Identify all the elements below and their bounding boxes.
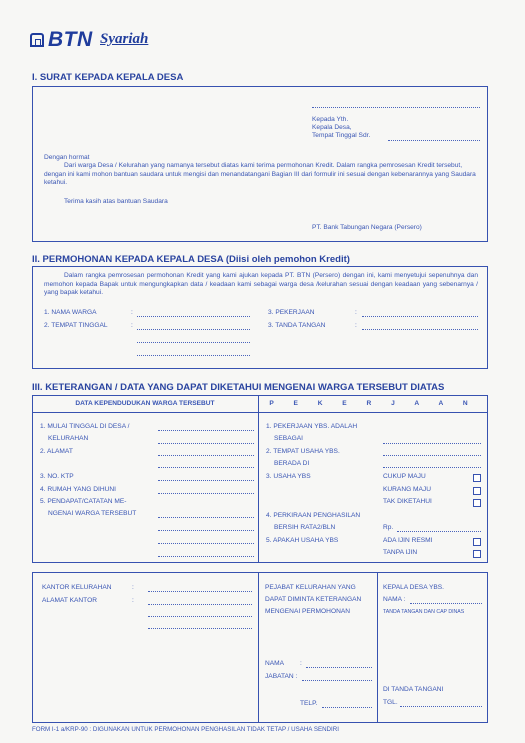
label-telp: TELP. xyxy=(300,700,318,707)
label-nama: NAMA xyxy=(265,660,285,667)
data-line[interactable] xyxy=(158,455,254,456)
right-item-rp: Rp. xyxy=(383,524,394,531)
label-nama-kades: NAMA : xyxy=(383,596,406,603)
label-kantor-kelurahan: KANTOR KELURAHAN xyxy=(42,584,112,591)
section-4-box xyxy=(32,572,488,723)
nama-kades-line[interactable] xyxy=(410,603,482,604)
right-item-ada-ijin: ADA IJIN RESMI xyxy=(383,537,433,544)
pekerjaan-data-line[interactable] xyxy=(383,443,481,444)
mid-item-3: 3. USAHA YBS xyxy=(266,473,311,480)
pekerjaan-data-line[interactable] xyxy=(383,455,481,456)
mid-item-1b: SEBAGAI xyxy=(274,435,303,442)
data-line[interactable] xyxy=(158,517,254,518)
label-jabatan: JABATAN : xyxy=(265,673,298,680)
alamat-line-2[interactable] xyxy=(148,616,252,617)
left-item-1b: KELURAHAN xyxy=(48,435,89,442)
left-item-2: 2. ALAMAT xyxy=(40,448,73,455)
data-line[interactable] xyxy=(158,493,254,494)
thanks-text: Terima kasih atas bantuan Saudara xyxy=(64,198,168,205)
header-divider xyxy=(32,412,488,413)
alamat-line[interactable] xyxy=(148,604,252,605)
pejabat-1: PEJABAT KELURAHAN YANG xyxy=(265,584,356,591)
data-line[interactable] xyxy=(158,467,254,468)
colon: : xyxy=(300,660,302,667)
label-di-ttd: DI TANDA TANGANI xyxy=(383,686,444,693)
address-line-3: Tempat Tinggal Sdr. xyxy=(312,132,371,139)
mid-item-2b: BERADA DI xyxy=(274,460,310,467)
right-item-cukup-maju: CUKUP MAJU xyxy=(383,473,426,480)
section-1-heading: I. SURAT KEPADA KEPALA DESA xyxy=(32,72,184,83)
s4-divider-2 xyxy=(377,572,378,723)
tanda-tangan-line[interactable] xyxy=(362,329,478,330)
address-line-2: Kepala Desa, xyxy=(312,124,352,131)
kantor-line[interactable] xyxy=(148,591,252,592)
left-item-1a: 1. MULAI TINGGAL DI DESA / xyxy=(40,423,130,430)
jabatan-line[interactable] xyxy=(302,680,372,681)
greeting: Dengan hormat xyxy=(44,154,90,161)
label-kepala-desa: KEPALA DESA YBS. xyxy=(383,584,444,591)
data-line[interactable] xyxy=(158,480,254,481)
checkbox-kurang-maju[interactable] xyxy=(473,487,481,495)
section-2-heading: II. PERMOHONAN KEPADA KEPALA DESA (Diisi oleh pemohon Kredit) xyxy=(32,254,350,265)
label-alamat-kantor: ALAMAT KANTOR xyxy=(42,597,97,604)
left-item-5a: 5. PENDAPAT/CATATAN ME- xyxy=(40,498,127,505)
address-line-1: Kepada Yth. xyxy=(312,116,349,123)
mid-item-5: 5. APAKAH USAHA YBS xyxy=(266,537,339,544)
col2-header: P E K E R J A A N xyxy=(269,400,477,407)
pejabat-2: DAPAT DIMINTA KETERANGAN xyxy=(265,596,362,603)
s4-divider-1 xyxy=(258,572,259,723)
left-item-4: 4. RUMAH YANG DIHUNI xyxy=(40,486,116,493)
tempat-tinggal-line-2[interactable] xyxy=(137,342,250,343)
colon: : xyxy=(132,597,134,604)
income-line[interactable] xyxy=(397,531,481,532)
colon: : xyxy=(355,322,357,329)
label-tempat-tinggal: 2. TEMPAT TINGGAL xyxy=(44,322,108,329)
nama-warga-line[interactable] xyxy=(137,316,250,317)
label-tanda-tangan: 3. TANDA TANGAN xyxy=(268,322,326,329)
data-line[interactable] xyxy=(158,556,254,557)
pekerjaan-data-line[interactable] xyxy=(383,467,481,468)
data-line[interactable] xyxy=(158,430,254,431)
address-line xyxy=(312,107,480,108)
left-item-3: 3. NO. KTP xyxy=(40,473,74,480)
form-footer: FORM I-1 a/KRP-90 : DIGUNAKAN UNTUK PERMOHONAN PENGHASILAN TIDAK TETAP / USAHA SENDIRI xyxy=(32,726,339,733)
colon: : xyxy=(132,584,134,591)
data-line[interactable] xyxy=(158,443,254,444)
col1-header: DATA KEPENDUDUKAN WARGA TERSEBUT xyxy=(75,400,215,407)
colon: : xyxy=(131,322,133,329)
colon: : xyxy=(355,309,357,316)
mid-item-4b: BERSIH RATA2/BLN xyxy=(274,524,336,531)
label-tgl: TGL. xyxy=(383,699,398,706)
house-icon xyxy=(30,33,44,47)
tempat-tinggal-line-3[interactable] xyxy=(137,355,250,356)
alamat-line-3[interactable] xyxy=(148,628,252,629)
checkbox-ada-ijin[interactable] xyxy=(473,538,481,546)
pejabat-3: MENGENAI PERMOHONAN xyxy=(265,608,350,615)
telp-line[interactable] xyxy=(322,707,372,708)
checkbox-cukup-maju[interactable] xyxy=(473,474,481,482)
request-body: Dalam rangka pemrosesan permohonan Kredit yang kami ajukan kepada PT. BTN (Persero) dengan ini, kami menyetujui sepenuhnya dan memohon kepada Bapak untuk mengungkapkan data / keadaan kami sebagai warga desa /kelurahan sesuai dengan keadaan yang sebenarnya / yang bapak ketahui. xyxy=(44,272,478,297)
address-dots xyxy=(388,140,480,141)
data-line[interactable] xyxy=(158,543,254,544)
label-ttd-cap: TANDA TANGAN DAN CAP DINAS xyxy=(383,609,465,615)
signer: PT. Bank Tabungan Negara (Persero) xyxy=(312,224,422,231)
tempat-tinggal-line[interactable] xyxy=(137,329,250,330)
nama-line[interactable] xyxy=(306,667,372,668)
right-item-tak-diketahui: TAK DIKETAHUI xyxy=(383,498,432,505)
tgl-line[interactable] xyxy=(400,706,482,707)
mid-item-2a: 2. TEMPAT USAHA YBS. xyxy=(266,448,340,455)
colon: : xyxy=(131,309,133,316)
right-item-kurang-maju: KURANG MAJU xyxy=(383,486,431,493)
data-line[interactable] xyxy=(158,530,254,531)
mid-item-1a: 1. PEKERJAAN YBS. ADALAH xyxy=(266,423,358,430)
pekerjaan-line[interactable] xyxy=(362,316,478,317)
letter-body: Dari warga Desa / Kelurahan yang namanya tersebut diatas kami terima permohonan Kredit. Dalam rangka pemrosesan Kredit tersebut, dengan ini kami mohon bantuan saudara untuk mengisi dan menandatangani Bagian III dari formulir ini sesuai dengan kebenarannya yang Saudara ketahui. xyxy=(44,162,476,187)
column-divider xyxy=(258,395,259,563)
logo-sub: Syariah xyxy=(100,31,149,47)
logo-brand: BTN xyxy=(48,28,93,51)
left-item-5b: NGENAI WARGA TERSEBUT xyxy=(48,510,137,517)
btn-syariah-logo xyxy=(30,30,170,52)
section-3-heading: III. KETERANGAN / DATA YANG DAPAT DIKETAHUI MENGENAI WARGA TERSEBUT DIATAS xyxy=(32,382,445,393)
checkbox-tak-diketahui[interactable] xyxy=(473,499,481,507)
right-item-tanpa-ijin: TANPA IJIN xyxy=(383,549,418,556)
label-pekerjaan: 3. PEKERJAAN xyxy=(268,309,315,316)
label-nama-warga: 1. NAMA WARGA xyxy=(44,309,97,316)
checkbox-tanpa-ijin[interactable] xyxy=(473,550,481,558)
mid-item-4a: 4. PERKIRAAN PENGHASILAN xyxy=(266,512,361,519)
